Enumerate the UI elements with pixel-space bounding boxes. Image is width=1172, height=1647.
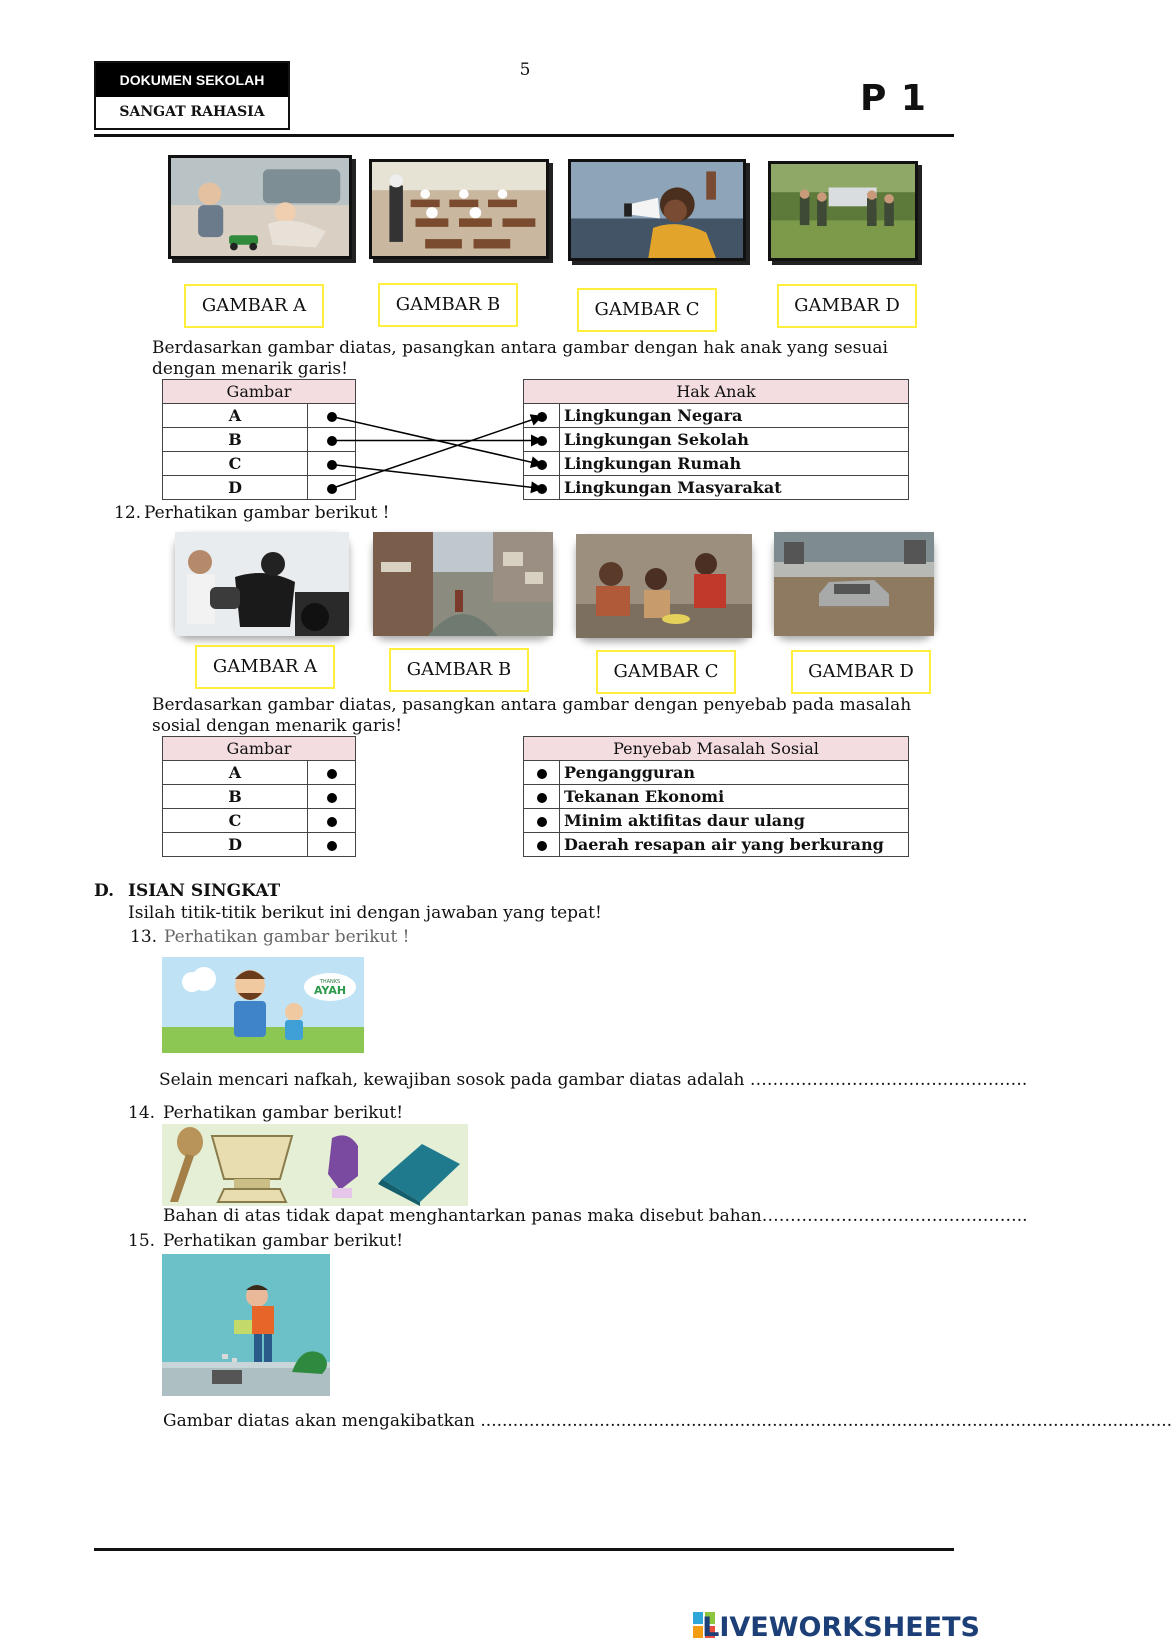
q12-right-dot-3[interactable] bbox=[524, 809, 560, 833]
photo-children-eating-ground bbox=[576, 534, 752, 638]
photo-community-field bbox=[768, 161, 918, 261]
q12-right-table bbox=[523, 736, 909, 857]
q12-right-header: Penyebab Masalah Sosial bbox=[524, 737, 909, 761]
q12-right-dot-2[interactable] bbox=[524, 785, 560, 809]
q14-prompt: Perhatikan gambar berikut! bbox=[163, 1103, 404, 1123]
rights-right-row-3: Lingkungan Rumah bbox=[560, 452, 909, 476]
q12-right-row-2: Tekanan Ekonomi bbox=[560, 785, 909, 809]
header-divider bbox=[94, 134, 954, 137]
q13-prompt: Perhatikan gambar berikut ! bbox=[164, 927, 410, 947]
q12-image-label-b: GAMBAR B bbox=[389, 648, 529, 692]
q12-number: 12. bbox=[114, 503, 142, 523]
q12-left-dot-b[interactable] bbox=[308, 785, 356, 809]
liveworksheets-brand[interactable]: LIVEWORKSHEETS bbox=[702, 1612, 980, 1643]
image-boy-littering-gutter bbox=[162, 1254, 330, 1396]
section-d-title: ISIAN SINGKAT bbox=[128, 881, 281, 901]
rights-left-dot-b[interactable] bbox=[308, 428, 356, 452]
rights-left-row-d: D bbox=[163, 476, 308, 500]
image-insulator-objects bbox=[162, 1124, 468, 1206]
image-label-a: GAMBAR A bbox=[184, 284, 324, 328]
footer-divider bbox=[94, 1548, 954, 1551]
q12-prompt: Perhatikan gambar berikut ! bbox=[144, 503, 390, 523]
q14-question: Bahan di atas tidak dapat menghantarkan panas maka disebut bahan……………………………………….. bbox=[163, 1206, 1028, 1226]
match-line-a bbox=[332, 417, 542, 465]
q12-right-dot-4[interactable] bbox=[524, 833, 560, 857]
rights-right-dot-3[interactable] bbox=[524, 452, 560, 476]
q12-left-dot-d[interactable] bbox=[308, 833, 356, 857]
q13-question: Selain mencari nafkah, kewajiban sosok pada gambar diatas adalah …………………………………………. bbox=[159, 1070, 1028, 1090]
photo-slum-river bbox=[373, 532, 553, 636]
rights-left-row-b: B bbox=[163, 428, 308, 452]
image-father-child bbox=[162, 957, 364, 1053]
rights-right-row-2: Lingkungan Sekolah bbox=[560, 428, 909, 452]
image-label-c: GAMBAR C bbox=[577, 288, 717, 332]
q12-image-label-a: GAMBAR A bbox=[195, 645, 335, 689]
document-label: DOKUMEN SEKOLAH bbox=[96, 63, 288, 97]
q12-left-header: Gambar bbox=[163, 737, 356, 761]
rights-right-table bbox=[523, 379, 909, 500]
q12-left-row-a: A bbox=[163, 761, 308, 785]
q12-left-table bbox=[162, 736, 356, 857]
q15-prompt: Perhatikan gambar berikut! bbox=[163, 1231, 404, 1251]
q12-right-row-3: Minim aktifitas daur ulang bbox=[560, 809, 909, 833]
rights-left-table bbox=[162, 379, 356, 500]
q12-left-row-c: C bbox=[163, 809, 308, 833]
photo-children-playing-home bbox=[168, 155, 352, 259]
page-code: P 1 bbox=[860, 78, 927, 119]
rights-instruction: Berdasarkan gambar diatas, pasangkan antara gambar dengan hak anak yang sesuai dengan menarik garis! bbox=[152, 338, 888, 379]
rights-right-row-4: Lingkungan Masyarakat bbox=[560, 476, 909, 500]
q12-left-row-d: D bbox=[163, 833, 308, 857]
image-label-b: GAMBAR B bbox=[378, 283, 518, 327]
q12-right-row-4: Daerah resapan air yang berkurang bbox=[560, 833, 909, 857]
q15-number: 15. bbox=[128, 1231, 156, 1251]
q12-left-dot-c[interactable] bbox=[308, 809, 356, 833]
photo-robbery bbox=[175, 532, 349, 636]
rights-left-dot-c[interactable] bbox=[308, 452, 356, 476]
q12-image-label-c: GAMBAR C bbox=[596, 650, 736, 694]
rights-right-row-1: Lingkungan Negara bbox=[560, 404, 909, 428]
photo-flooded-car bbox=[774, 532, 934, 636]
page-number: 5 bbox=[519, 60, 531, 80]
image-label-d: GAMBAR D bbox=[777, 284, 917, 328]
image-ayah-text: AYAH bbox=[313, 984, 347, 997]
match-line-d bbox=[332, 417, 542, 489]
rights-left-row-a: A bbox=[163, 404, 308, 428]
rights-right-dot-1[interactable] bbox=[524, 404, 560, 428]
q15-question: Gambar diatas akan mengakibatkan ................................................................................................................................ bbox=[163, 1411, 1172, 1431]
section-d-letter: D. bbox=[94, 881, 115, 901]
q12-left-dot-a[interactable] bbox=[308, 761, 356, 785]
image-thanks-text: THANKS bbox=[319, 979, 341, 985]
rights-left-dot-a[interactable] bbox=[308, 404, 356, 428]
q12-image-label-d: GAMBAR D bbox=[791, 650, 931, 694]
rights-right-dot-2[interactable] bbox=[524, 428, 560, 452]
q12-instruction: Berdasarkan gambar diatas, pasangkan antara gambar dengan penyebab pada masalah sosial dengan menarik garis! bbox=[152, 695, 912, 736]
q12-right-dot-1[interactable] bbox=[524, 761, 560, 785]
rights-right-header: Hak Anak bbox=[524, 380, 909, 404]
q12-left-row-b: B bbox=[163, 785, 308, 809]
q13-number: 13. bbox=[130, 927, 158, 947]
secret-label: SANGAT RAHASIA bbox=[119, 104, 265, 120]
photo-classroom bbox=[369, 159, 549, 259]
rights-left-dot-d[interactable] bbox=[308, 476, 356, 500]
rights-left-row-c: C bbox=[163, 452, 308, 476]
rights-right-dot-4[interactable] bbox=[524, 476, 560, 500]
q14-number: 14. bbox=[128, 1103, 156, 1123]
rights-left-header: Gambar bbox=[163, 380, 356, 404]
document-label-box bbox=[94, 61, 290, 130]
section-d-instruction: Isilah titik-titik berikut ini dengan jawaban yang tepat! bbox=[128, 903, 602, 923]
q12-right-row-1: Pengangguran bbox=[560, 761, 909, 785]
match-line-c bbox=[332, 465, 542, 489]
photo-protest-megaphone bbox=[568, 159, 746, 261]
